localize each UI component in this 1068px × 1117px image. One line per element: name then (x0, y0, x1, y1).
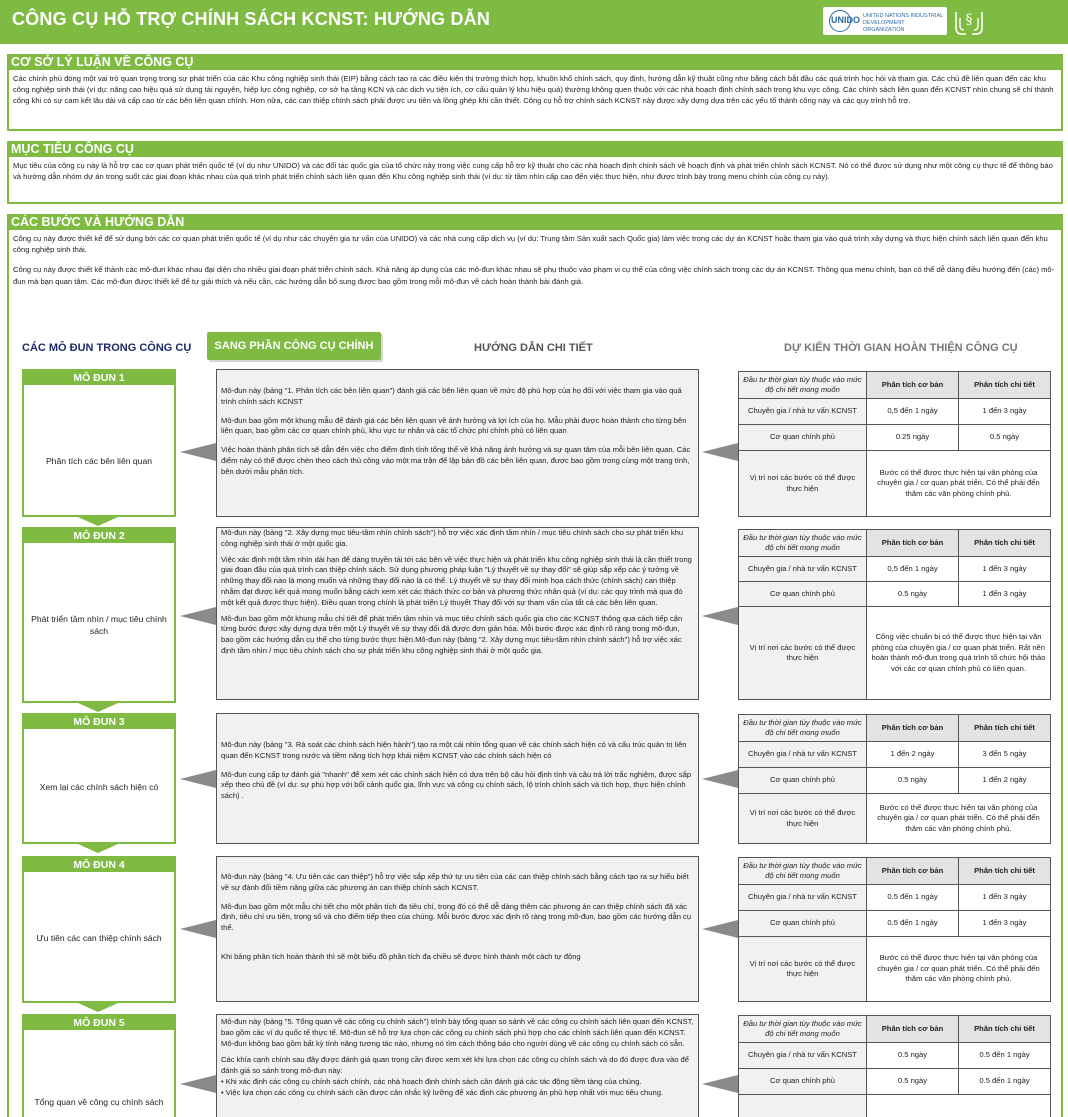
location-note (867, 1095, 1051, 1117)
module-5-tag: MÔ ĐUN 5 (24, 1016, 174, 1030)
section-steps-text-1: Công cụ này được thiết kế để sử dụng bởi các cơ quan phát triển quốc tế (ví dụ như các chuyên gia tư vấn của UNIDO) và các nhà cung cấp dịch vụ (ví dụ: Trung tâm Sản xuất sạch Quốc gia) làm việc trong các dự án KCNST hoặc tham gia vào quá trình xây dựng và thực hiện chính sách liên quan đến khu công nghiệp sinh thái. (13, 234, 1048, 255)
location-row-label: Vị trí nơi các bước có thể được thực hiện (739, 794, 867, 844)
expert-row-label: Chuyên gia / nhà tư vấn KCNST (739, 885, 867, 911)
page-title: CÔNG CỤ HỖ TRỢ CHÍNH SÁCH KCNST: HƯỚNG DẪN (12, 9, 491, 29)
section-theory-box (7, 70, 1063, 131)
module-2-description (216, 527, 699, 700)
gov-row-label: Cơ quan chính phủ (739, 1069, 867, 1095)
module-4-paragraph: Mô-đun bao gồm một mẫu chi tiết cho một phân tích đa tiêu chí, trong đó có thể dễ dàng thêm các phương án can thiệp chính sách đã xác định, tiêu chí ưu tiên, trọng số và cho điểm tiếp theo của chúng. Mỗi bước được xác định rõ ràng trong mô-đun, bao gồm các hướng dẫn cụ thể. (221, 901, 692, 933)
gov-basic-value: 0.5 ngày (867, 768, 959, 794)
expert-detailed-value: 0.5 đến 1 ngày (959, 1043, 1051, 1069)
expert-basic-value: 0,5 đến 1 ngày (867, 399, 959, 425)
gov-basic-value: 0.5 ngày (867, 582, 959, 607)
module-1-chevron-icon (78, 517, 118, 526)
module-1-paragraph: Mô-đun này (bảng "1. Phân tích các bên liên quan") đánh giá các bên liên quan về mức độ phù hợp của họ đối với việc tham gia vào quá trình chính sách KCNST (221, 386, 682, 406)
module-4-paragraph: Mô-đun này (bảng "4. Ưu tiên các can thiệp") hỗ trợ việc sắp xếp thứ tự ưu tiên của các can thiệp chính sách bằng cách tạo ra sự hiểu biết về sự đánh đổi tiềm năng giữa các phương án can thiệp chính sách KCNST. (221, 872, 689, 892)
expert-row-label: Chuyên gia / nhà tư vấn KCNST (739, 1043, 867, 1069)
module-2-tag: MÔ ĐUN 2 (24, 529, 174, 543)
detailed-analysis-header: Phân tích chi tiết (959, 715, 1051, 742)
module-5-name: Tổng quan về công cụ chính sách (34, 1097, 164, 1107)
expert-row-label: Chuyên gia / nhà tư vấn KCNST (739, 557, 867, 582)
module-3-card[interactable] (22, 713, 176, 844)
module-2-arrow-right-icon (702, 607, 738, 625)
expert-detailed-value: 1 đến 3 ngày (959, 557, 1051, 582)
expert-detailed-value: 1 đến 3 ngày (959, 885, 1051, 911)
location-row-label: Vị trí nơi các bước có thể được thực hiện (739, 451, 867, 517)
module-2-chevron-icon (78, 703, 118, 712)
module-4-chevron-icon (78, 1003, 118, 1012)
law-hands-icon (952, 4, 986, 40)
module-5-arrow-left-icon (180, 1075, 216, 1093)
gov-basic-value: 0.25 ngày (867, 425, 959, 451)
module-5-card[interactable] (22, 1014, 176, 1117)
module-5-paragraph: Mô-đun này (bảng "5. Tổng quan về các công cụ chính sách") trình bày tổng quan so sánh về các công cụ chính sách liên quan đến KCNST, bao gồm các ví dụ quốc tế thực tế. Mô-đun sẽ hỗ trợ lựa chọn các công cụ chính sách phù hợp cho các chính sách liên quan đến KCNST. Mô-đun không bao gồm bất kỳ tính năng tương tác nào, nhưng nó tìm cách thông báo cho người dùng về các công cụ chính sách có sẵn. (221, 1017, 694, 1048)
module-3-paragraph: Mô-đun cung cấp tự đánh giá "nhanh" để xem xét các chính sách hiện có dựa trên bộ câu hỏi định tính và câu trả lời trắc nghiệm, được sắp xếp theo chủ đề (ví dụ: sự phù hợp với bối cảnh quốc gia, lĩnh vực và công cụ chính sách, lộ trình chính sách và tích hợp, thực hiện chính sách) . (221, 769, 692, 801)
module-3-arrow-left-icon (180, 770, 216, 788)
module-5-arrow-right-icon (702, 1075, 738, 1093)
basic-analysis-header: Phân tích cơ bản (867, 1016, 959, 1043)
module-4-description (216, 856, 699, 1002)
module-3-chevron-icon (78, 844, 118, 853)
detailed-analysis-header: Phân tích chi tiết (959, 530, 1051, 557)
location-note: Bước có thể được thực hiện tại văn phòng của chuyên gia / cơ quan phát triển. Có thể phải đến thăm các văn phòng chính phủ. (867, 451, 1051, 517)
module-3-tag: MÔ ĐUN 3 (24, 715, 174, 729)
gov-detailed-value: 0.5 đến 1 ngày (959, 1069, 1051, 1095)
module-5-paragraph: Các khía cạnh chính sau đây được đánh giá quan trọng cần được xem xét khi lựa chọn các công cụ chính sách và do đó được đưa vào để đánh giá so sánh trong mô-đun này: • Khi xác định các công cụ chính sách chính, các nhà hoạch định chính sách cần đánh giá các tác động tiềm tàng của chúng. • Việc lựa chọn các công cụ chính sách cần được cân nhắc kỹ lưỡng để xác định các phương án phù hợp nhất với mục tiêu chung. (221, 1055, 689, 1097)
detailed-analysis-header: Phân tích chi tiết (959, 858, 1051, 885)
unido-logo (823, 7, 947, 35)
section-steps-text-2: Công cụ này được thiết kế thành các mô-đun khác nhau đại diện cho nhiều giai đoạn phát triển chính sách. Khả năng áp dụng của các mô-đun khác nhau sẽ phụ thuộc vào phạm vi cụ thể của công việc chính sách trong các dự án KCNST. Thông qua menu chính, bạn có thể dễ dàng điều hướng đến (các) mô-đun mà bạn quan tâm. Các mô-đun được thiết kế để tự giải thích và nếu cần, các hướng dẫn bổ sung được bao gồm trong mỗi mô-đun về cách hoàn thành bài đánh giá. (13, 265, 1055, 286)
time-table-head: Đầu tư thời gian tùy thuộc vào mức độ chi tiết mong muốn (739, 372, 867, 399)
expert-detailed-value: 3 đến 5 ngày (959, 742, 1051, 768)
location-note: Bước có thể được thực hiện tại văn phòng của chuyên gia / cơ quan phát triển. Có thể phải đến thăm các văn phòng chính phủ. (867, 794, 1051, 844)
module-4-name: Ưu tiên các can thiệp chính sách (36, 933, 162, 943)
goto-main-tool-button[interactable]: SANG PHẦN CÔNG CỤ CHÍNH (207, 332, 381, 360)
gov-row-label: Cơ quan chính phủ (739, 582, 867, 607)
module-4-time-table (738, 857, 1051, 1002)
time-column-header: DỰ KIẾN THỜI GIAN HOÀN THIỆN CÔNG CỤ (784, 342, 1018, 354)
module-1-arrow-left-icon (180, 443, 216, 461)
time-table-head: Đầu tư thời gian tùy thuộc vào mức độ chi tiết mong muốn (739, 530, 867, 557)
module-3-time-table (738, 714, 1051, 844)
gov-basic-value: 0.5 đến 1 ngày (867, 911, 959, 937)
svg-text:§: § (965, 12, 973, 28)
location-note: Công việc chuẩn bị có thể được thực hiện tại văn phòng của chuyên gia / cơ quan phát triển. Rất nên hoàn thành mô-đun trong quá trình tổ chức hội thảo với các cơ quan chính phủ có liên quan. (867, 607, 1051, 700)
time-table-head: Đầu tư thời gian tùy thuộc vào mức độ chi tiết mong muốn (739, 1016, 867, 1043)
module-1-paragraph: Mô-đun bao gồm một khung mẫu để đánh giá các bên liên quan về ảnh hưởng và lợi ích của họ. Mẫu phải được hoàn thành cho từng bên liên quan, bao gồm các cơ quan chính phủ, khu vực tư nhân và các tổ chức phi chính phủ có liên quan (221, 415, 687, 436)
module-2-arrow-left-icon (180, 607, 216, 625)
detailed-analysis-header: Phân tích chi tiết (959, 1016, 1051, 1043)
module-4-arrow-right-icon (702, 920, 738, 938)
module-1-card[interactable] (22, 369, 176, 517)
location-note: Bước có thể được thực hiện tại văn phòng của chuyên gia / cơ quan phát triển. Có thể phải đến thăm các văn phòng chính phủ. (867, 937, 1051, 1002)
modules-column-header: CÁC MÔ ĐUN TRONG CÔNG CỤ (22, 342, 192, 354)
module-2-paragraph: Việc xác định một tầm nhìn dài hạn để dàng truyền tải tới các bên về việc thực hiện và phát triển khu công nghiệp sinh thái là cần thiết trong giai đoạn đầu của quá trình can thiệp chính sách. Sử dụng phương pháp luận "Lý thuyết về sự thay đổi" sẽ giúp sắp xếp các ý tưởng về những thay đổi nào là mong muốn và những thay đổi nào là có thể. Lý thuyết về sự thay đổi minh họa cách thức (chính sách) can thiệp nhằm đạt được kết quả mong muốn bằng cách xem xét các thách thức cơ bản và phương thức nhân quả (ví dụ: các quy trình mà qua đó một kết quả được thực hiện). Điều quan trọng chính là phát triển Lý thuyết Thay đổi với sự tham vấn của tất cả các bên liên quan. (221, 554, 692, 607)
section-goal-text: Mục tiêu của công cụ này là hỗ trợ các cơ quan phát triển quốc tế (ví dụ như UNIDO) và các đối tác quốc gia của tổ chức này trong việc cung cấp hỗ trợ kỹ thuật cho các nhà hoạch định chính sách về hoạch định và phát triển chính sách KCNST. Nó có thể được sử dụng như một công cụ thực tế để thông báo và hướng dẫn nhóm dự án trong suốt các giai đoạn khác nhau của quá trình phát triển chính sách liên quan đến Khu công nghiệp sinh thái (ví dụ: từ tầm nhìn cấp cao đến việc thực hiện, như được trình bày trong menu chính của công cụ này). (13, 161, 1053, 182)
module-1-description (216, 369, 699, 517)
gov-detailed-value: 1 đến 3 ngày (959, 911, 1051, 937)
module-4-arrow-left-icon (180, 920, 216, 938)
expert-basic-value: 1 đến 2 ngày (867, 742, 959, 768)
module-2-time-table (738, 529, 1051, 700)
unido-logo-subtitle: UNITED NATIONS INDUSTRIAL DEVELOPMENT ORGANIZATION (863, 13, 944, 33)
time-table-head: Đầu tư thời gian tùy thuộc vào mức độ chi tiết mong muốn (739, 715, 867, 742)
module-1-tag: MÔ ĐUN 1 (24, 371, 174, 385)
gov-row-label: Cơ quan chính phủ (739, 911, 867, 937)
module-2-name: Phát triển tầm nhìn / mục tiêu chính sách (31, 614, 167, 636)
module-3-paragraph: Mô-đun này (bảng "3. Rà soát các chính sách hiện hành") tạo ra một cái nhìn tổng quan về các chính sách hiện có và cấu trúc quản trị liên quan đến KCNST trong nước và tiềm năng tích hợp khái niệm KCNST vào các chính sách hiện có (221, 740, 687, 760)
time-table-head: Đầu tư thời gian tùy thuộc vào mức độ chi tiết mong muốn (739, 858, 867, 885)
module-4-paragraph: Khi bảng phân tích hoàn thành thì sẽ một biểu đồ phân tích đa chiều sẽ được hình thành một cách tự động (221, 951, 581, 961)
detailed-analysis-header: Phân tích chi tiết (959, 372, 1051, 399)
module-5-time-table (738, 1015, 1051, 1117)
basic-analysis-header: Phân tích cơ bản (867, 530, 959, 557)
module-1-arrow-right-icon (702, 443, 738, 461)
location-row-label: Vị trí nơi các bước có thể được thực hiện (739, 607, 867, 700)
expert-row-label: Chuyên gia / nhà tư vấn KCNST (739, 399, 867, 425)
gov-row-label: Cơ quan chính phủ (739, 768, 867, 794)
section-goal-title: MỤC TIÊU CÔNG CỤ (7, 141, 1063, 157)
section-theory-title: CƠ SỞ LÝ LUẬN VỀ CÔNG CỤ (7, 54, 1063, 70)
basic-analysis-header: Phân tích cơ bản (867, 858, 959, 885)
gov-detailed-value: 1 đến 3 ngày (959, 582, 1051, 607)
module-3-description (216, 713, 699, 844)
module-3-name: Xem lại các chính sách hiện có (39, 782, 159, 792)
location-row-label (739, 1095, 867, 1117)
module-1-time-table (738, 371, 1051, 517)
basic-analysis-header: Phân tích cơ bản (867, 715, 959, 742)
basic-analysis-header: Phân tích cơ bản (867, 372, 959, 399)
gov-row-label: Cơ quan chính phủ (739, 425, 867, 451)
gov-basic-value: 0.5 ngày (867, 1069, 959, 1095)
expert-basic-value: 0.5 đến 1 ngày (867, 885, 959, 911)
module-5-description (216, 1014, 699, 1117)
location-row-label: Vị trí nơi các bước có thể được thực hiện (739, 937, 867, 1002)
expert-detailed-value: 1 đến 3 ngày (959, 399, 1051, 425)
expert-basic-value: 0,5 đến 1 ngày (867, 557, 959, 582)
expert-row-label: Chuyên gia / nhà tư vấn KCNST (739, 742, 867, 768)
module-3-arrow-right-icon (702, 770, 738, 788)
module-4-tag: MÔ ĐUN 4 (24, 858, 174, 872)
gov-detailed-value: 0.5 ngày (959, 425, 1051, 451)
module-4-card[interactable] (22, 856, 176, 1003)
module-2-paragraph: Mô-đun này (bảng "2. Xây dựng mục tiêu-tầm nhìn chính sách") hỗ trợ việc xác định tầm nhìn / mục tiêu chính sách cho sự phát triển khu công nghiệp sinh thái ở một quốc gia. (221, 528, 684, 548)
module-1-name: Phân tích các bên liên quan (45, 456, 153, 466)
module-1-paragraph: Việc hoàn thành phân tích sẽ dẫn đến việc cho điểm định tính tổng thể về khả năng ảnh hưởng và sự quan tâm của mỗi bên liên quan. Các điểm này có thể được chèn theo cách thủ công vào một ma trận để lập bản đồ các bên liên quan, được bao gồm trong cùng một trang tính, bên dưới mẫu phân tích. (221, 445, 691, 476)
details-column-header: HƯỚNG DẪN CHI TIẾT (474, 342, 593, 354)
section-goal-box (7, 157, 1063, 204)
module-2-paragraph: Mô-đun bao gồm một khung mẫu chi tiết để phát triển tầm nhìn và mục tiêu chính sách quốc gia cho các KCNST thông qua cách tiếp cận từng bước được xây dựng dựa trên một Lý thuyết về sự thay đổi đã được đơn giản hóa. Mỗi bước được xác định rõ ràng trong mô-đun, bao gồm các hướng dẫn cụ thể cho từng bước thực hiện.Mô-đun này (bảng "2. Xây dựng mục tiêu-tầm nhìn chính sách") hỗ trợ việc xác định tầm nhìn / mục tiêu chính sách cho sự phát triển khu công nghiệp sinh thái ở một quốc gia. (221, 613, 683, 655)
expert-basic-value: 0.5 ngày (867, 1043, 959, 1069)
section-steps-title: CÁC BƯỚC VÀ HƯỚNG DẪN (7, 214, 1063, 230)
unido-logo-word: UNIDO (831, 15, 860, 25)
module-2-card[interactable] (22, 527, 176, 703)
gov-detailed-value: 1 đến 2 ngày (959, 768, 1051, 794)
section-theory-text: Các chính phủ đóng một vai trò quan trọng trong sự phát triển của các Khu công nghiệp sinh thái (EIP) bằng cách tạo ra các điều kiện thị trường thích hợp, khuôn khổ chính sách, quy định, hướng dẫn kỹ thuật cũng như bằng cách bắt đầu các quá trình học hỏi và tham gia. Các chủ đề liên quan đến các khu công nghiệp sinh thái (ví dụ: nâng cao hiệu quả sử dụng tài nguyên, hiệp lực công nghiệp, cơ sở hạ tầng KCN và các dịch vụ tiện ích, cơ cấu quản lý khu hiệu quả) thường không quen thuộc với các nhà hoạch định chính sách trong khu vực công. Các chính sách liên quan đến KCNST nhìn chung sẽ chỉ thành công khi có sự cam kết lâu dài và cấp cao từ các bên liên quan chính. Hơn nữa, các can thiệp chính sách phải được ưu tiên và lồng ghép khi cần thiết. Công cụ hỗ trợ chính sách KCNST này được xây dựng dựa trên các yếu tố thành công này và các quy trình hỗ trợ. (13, 74, 1054, 106)
header-bar (0, 0, 1068, 44)
